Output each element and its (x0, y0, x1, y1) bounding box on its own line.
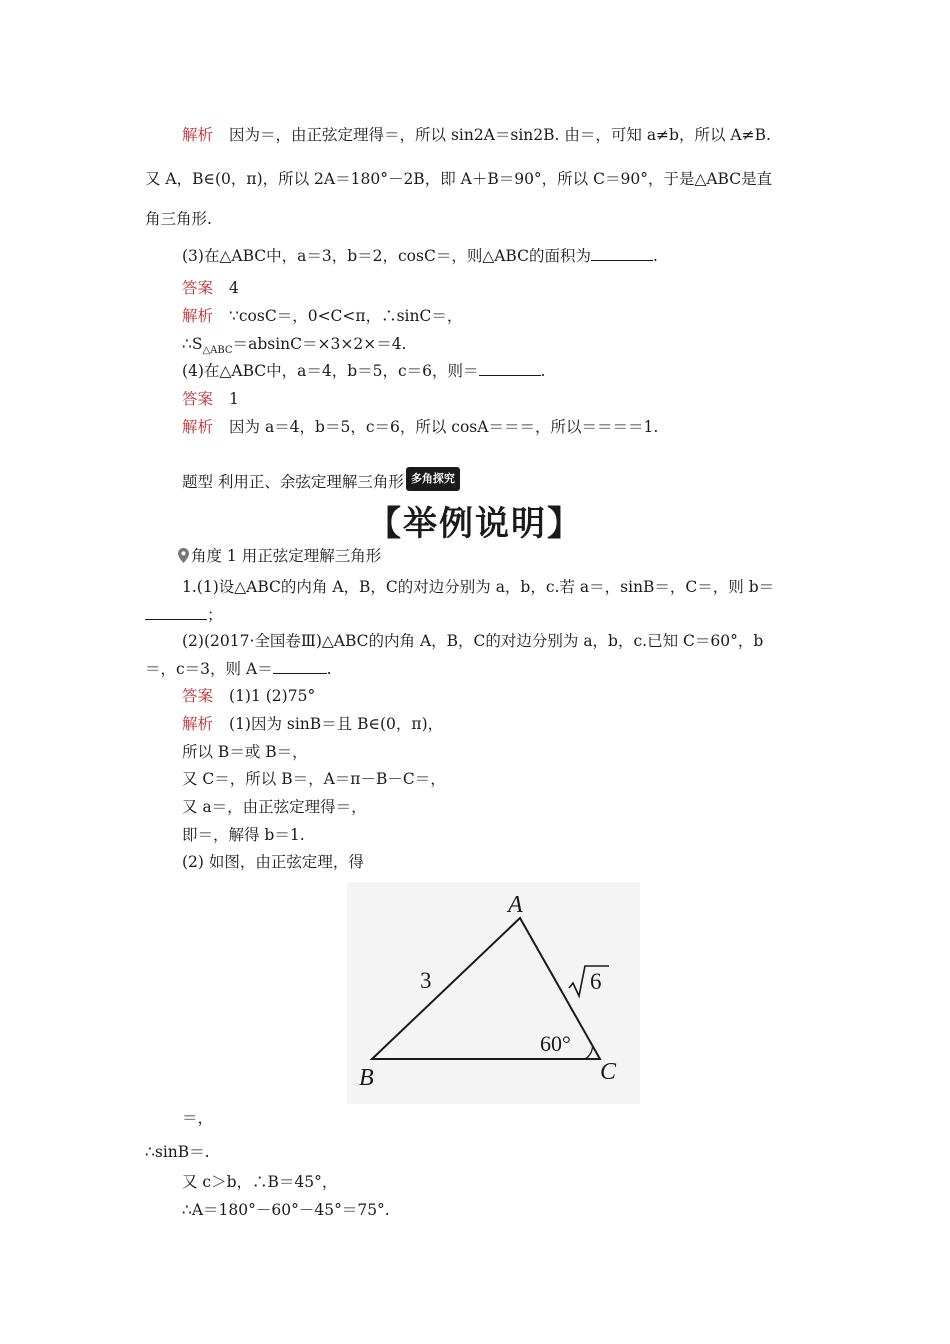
question-3 (182, 245, 658, 267)
question-text: ＝，c＝3，则 A＝ (145, 660, 273, 678)
solution-line: 又 C＝，所以 B＝，A＝π－B－C＝， (182, 770, 446, 788)
solution-line (182, 333, 407, 362)
solution-line: 又 A，B∈(0，π)，所以 2A＝180°－2B，即 A＋B＝90°，所以 C＝90°，于是△ABC是直 (145, 170, 773, 188)
solution-line: 又 c＞b，∴B＝45°， (182, 1173, 338, 1191)
question-text: (4)在△ABC中，a＝4，b＝5，c＝6，则＝ (182, 362, 479, 380)
answer-blank (591, 246, 653, 261)
solution-text: 因为＝，由正弦定理得＝，所以 sin2A＝sin2B. 由＝，可知 a≠b，所以 A≠B. (229, 126, 771, 144)
daan-label: 答案 (182, 279, 214, 297)
punct: ； (207, 606, 223, 624)
solution-line: (2) 如图，由正弦定理，得 (182, 853, 364, 871)
jiexi-label: 解析 (182, 126, 214, 144)
angle-title: 角度 1 用正弦定理解三角形 (191, 547, 382, 565)
answer-value: 4 (229, 279, 239, 297)
answer-blank (145, 605, 207, 620)
solution-text: 因为 a＝4，b＝5，c＝6，所以 cosA＝＝＝，所以＝＝＝＝1. (229, 418, 659, 436)
solution-line: ＝， (182, 1109, 214, 1127)
solution-line: 即＝，解得 b＝1. (182, 826, 305, 844)
example-1-part1: 1.(1)设△ABC的内角 A，B，C的对边分别为 a，b，c.若 a＝，sinB＝，C＝，则 b＝ (182, 578, 775, 596)
solution-text: ＝absinC＝×3×2×＝4. (232, 335, 407, 353)
answer-blank (479, 361, 541, 376)
solution-text: ∵cosC＝，0<C<π，∴sinC＝， (229, 307, 463, 325)
section-heading (182, 467, 460, 493)
location-pin-icon (178, 547, 189, 569)
answer-blank (273, 659, 327, 674)
answer-line (182, 685, 315, 707)
punct: . (326, 660, 332, 678)
solution-line: 又 a＝，由正弦定理得＝， (182, 798, 367, 816)
jiexi-label: 解析 (182, 715, 214, 733)
answer-line (182, 388, 239, 410)
jiexi-label: 解析 (182, 307, 214, 325)
subscript: △ABC (202, 345, 233, 357)
angle-c-arc (585, 1046, 593, 1059)
angle-heading (178, 545, 381, 569)
solution-line (182, 416, 658, 438)
example-1-part2: (2)(2017·全国卷Ⅲ)△ABC的内角 A，B，C的对边分别为 a，b，c.已知 C＝60°，b (182, 632, 764, 650)
solution-line (182, 713, 443, 735)
solution-line (182, 305, 462, 327)
side-ac-label: 6 (590, 969, 602, 994)
question-text: (3)在△ABC中，a＝3，b＝2，cosC＝，则△ABC的面积为 (182, 247, 591, 265)
daan-label: 答案 (182, 390, 214, 408)
solution-text: ∴S (182, 335, 203, 353)
question-4 (182, 360, 545, 382)
vertex-c-label: C (600, 1059, 617, 1085)
example-1-part2-cont (145, 658, 332, 680)
side-ab-label: 3 (420, 968, 432, 993)
example-banner: 【举例说明】 (367, 504, 583, 544)
solution-line: ∴A＝180°－60°－45°＝75°. (182, 1201, 390, 1219)
daan-label: 答案 (182, 687, 214, 705)
jiexi-label: 解析 (182, 418, 214, 436)
vertex-a-label: A (508, 892, 523, 918)
angle-c-label: 60° (540, 1031, 571, 1056)
punct: . (652, 247, 658, 265)
punct: . (540, 362, 546, 380)
answer-value: (1)1 (2)75° (229, 687, 316, 705)
sqrt-sign (569, 966, 609, 996)
section-badge: 多角探究 (406, 467, 460, 491)
vertex-b-label: B (359, 1065, 374, 1091)
solution-text: (1)因为 sinB＝且 B∈(0，π)， (229, 715, 444, 733)
solution-line: 所以 B＝或 B＝， (182, 743, 308, 761)
answer-value: 1 (229, 390, 239, 408)
solution-line: ∴sinB＝. (145, 1143, 210, 1161)
solution-line: 角三角形. (145, 210, 212, 228)
section-title: 题型 利用正、余弦定理解三角形 (182, 473, 404, 491)
solution-line (182, 124, 771, 146)
answer-line (182, 277, 239, 299)
triangle-figure (347, 882, 640, 1104)
example-1-part1-blank (145, 604, 223, 626)
